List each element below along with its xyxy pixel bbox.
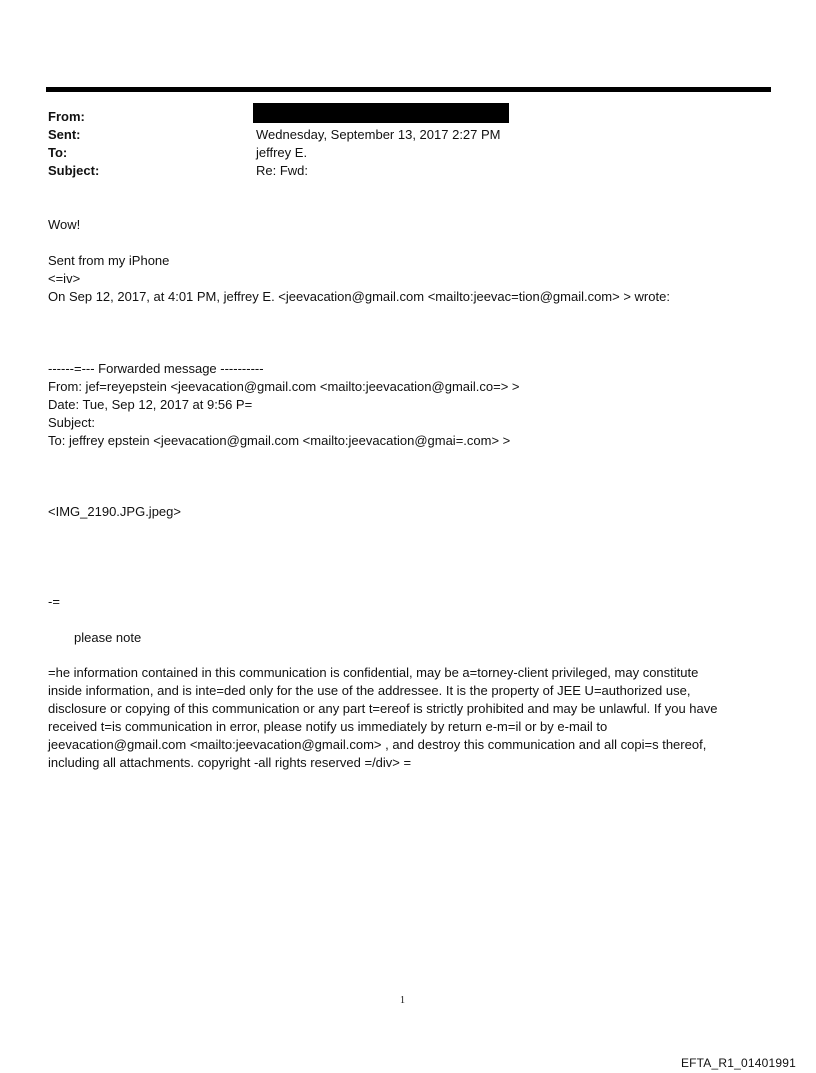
disclaimer-text: =he information contained in this communication is confidential, may be a=torney-client privileged, may constitute inside information, and is inte=ded only for the use of the addressee. It is the property of JEE U=authorized use, disclosure or copying of this communication or any part t=ereof is strictly prohibited and may be unlawful. If you have received t=is communication in error, please notify us immediately by return e-m=il or by e-mail to jeevacation@gmail.com <mailto:jeevacation@gmail.com> , and destroy this communication and all copi=s thereof, including all attachments. copyright -all rights reserved =/div> = xyxy=(48,665,718,770)
to-label: To: xyxy=(48,145,68,160)
subject-label: Subject: xyxy=(48,163,100,178)
forwarded-divider: ------=--- Forwarded message ---------- xyxy=(48,361,264,376)
forwarded-from: From: jef=reyepstein <jeevacation@gmail.com <mailto:jeevacation@gmail.co=> > xyxy=(48,379,520,394)
div-fragment: <=iv> xyxy=(48,271,81,286)
redacted-sender xyxy=(253,103,509,123)
sent-label: Sent: xyxy=(48,127,81,142)
attachment-name: <IMG_2190.JPG.jpeg> xyxy=(48,504,181,519)
fragment: -= xyxy=(48,594,60,609)
forwarded-subject: Subject: xyxy=(48,415,95,430)
subject-value: Re: Fwd: xyxy=(256,163,309,178)
sent-value: Wednesday, September 13, 2017 2:27 PM xyxy=(256,127,501,142)
greeting: Wow! xyxy=(48,217,81,232)
header-rule xyxy=(46,87,771,92)
forwarded-to: To: jeffrey epstein <jeevacation@gmail.com <mailto:jeevacation@gmai=.com> > xyxy=(48,433,511,448)
document-id: EFTA_R1_01401991 xyxy=(680,1056,796,1070)
signature: Sent from my iPhone xyxy=(48,253,170,268)
quote-intro: On Sep 12, 2017, at 4:01 PM, jeffrey E. <jeevacation@gmail.com <mailto:jeevac=tion@gmail.com> > wrote: xyxy=(48,289,670,304)
page-number: 1 xyxy=(400,995,405,1006)
from-label: From: xyxy=(48,109,85,124)
forwarded-date: Date: Tue, Sep 12, 2017 at 9:56 P= xyxy=(48,397,253,412)
to-value: jeffrey E. xyxy=(256,145,308,160)
disclaimer-heading: please note xyxy=(74,630,142,645)
